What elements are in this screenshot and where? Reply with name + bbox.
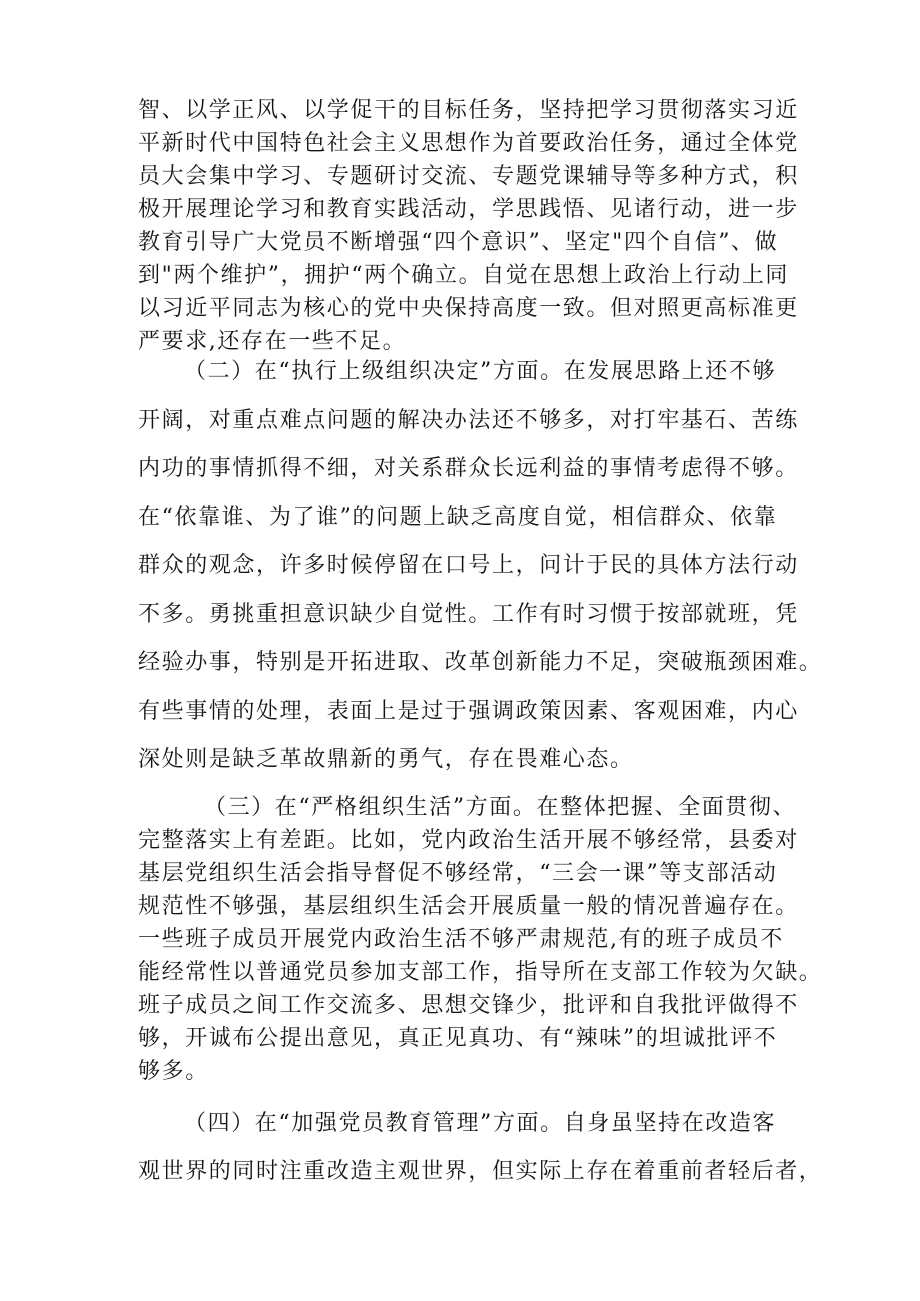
text-line: 员大会集中学习、专题研讨交流、专题党课辅导等多种方式，积	[138, 164, 799, 189]
text-line: 不多。勇挑重担意识缺少自觉性。工作有时习惯于按部就班，凭	[138, 602, 799, 627]
text-line: 极开展理论学习和教育实践活动，学思践悟、见诸行动，进一步	[138, 197, 799, 222]
text-line: 有些事情的处理，表面上是过于强调政策因素、客观困难，内心	[138, 699, 799, 724]
text-line: 以习近平同志为核心的党中央保持高度一致。但对照更高标准更	[138, 296, 799, 321]
text-line: 班子成员之间工作交流多、思想交锋少，批评和自我批评做得不	[138, 993, 799, 1018]
text-line: 观世界的同时注重改造主观世界，但实际上存在着重前者轻后者，	[138, 1159, 823, 1184]
text-line: （二）在“执行上级组织决定”方面。在发展思路上还不够	[184, 359, 777, 384]
text-line: 经验办事，特别是开拓进取、改革创新能力不足，突破瓶颈困难。	[138, 650, 823, 675]
text-line: 够，开诚布公提出意见，真正见真功、有“辣味”的坦诚批评不	[138, 1026, 778, 1051]
text-line: 内功的事情抓得不细，对关系群众长远利益的事情考虑得不够。	[138, 456, 799, 481]
text-line: 到"两个维护”，拥护“两个确立。自觉在思想上政治上行动上同	[138, 263, 790, 288]
text-line: 一些班子成员开展党内政治生活不够严肃规范,有的班子成员不	[138, 927, 784, 952]
text-line: （三）在“严格组织生活”方面。在整体把握、全面贯彻、	[204, 795, 797, 820]
text-line: 群众的观念，许多时候停留在口号上，问计于民的具体方法行动	[138, 553, 799, 578]
text-line: 教育引导广大党员不断增强“四个意识”、坚定"四个自信”、做	[138, 230, 779, 255]
text-line: 严要求,还存在一些不足。	[138, 329, 407, 354]
text-line: 平新时代中国特色社会主义思想作为首要政治任务，通过全体党	[138, 131, 799, 156]
text-line: 完整落实上有差距。比如，党内政治生活开展不够经常，县委对	[138, 828, 799, 853]
text-line: 够多。	[138, 1059, 209, 1084]
text-line: 开阔，对重点难点问题的解决办法还不够多，对打牢基石、苦练	[138, 408, 799, 433]
text-line: 能经常性以普通党员参加支部工作，指导所在支部工作较为欠缺。	[138, 960, 823, 985]
text-line: （四）在“加强党员教育管理”方面。自身虽坚持在改造客	[184, 1111, 777, 1136]
text-line: 深处则是缺乏革故鼎新的勇气，存在畏难心态。	[138, 747, 634, 772]
text-line: 规范性不够强，基层组织生活会开展质量一般的情况普遍存在。	[138, 894, 799, 919]
text-line: 基层党组织生活会指导督促不够经常，“三会一课”等支部活动	[138, 861, 778, 886]
text-line: 在“依靠谁、为了谁”的问题上缺乏高度自觉，相信群众、依靠	[138, 505, 778, 530]
text-line: 智、以学正风、以学促干的目标任务，坚持把学习贯彻落实习近	[138, 98, 799, 123]
